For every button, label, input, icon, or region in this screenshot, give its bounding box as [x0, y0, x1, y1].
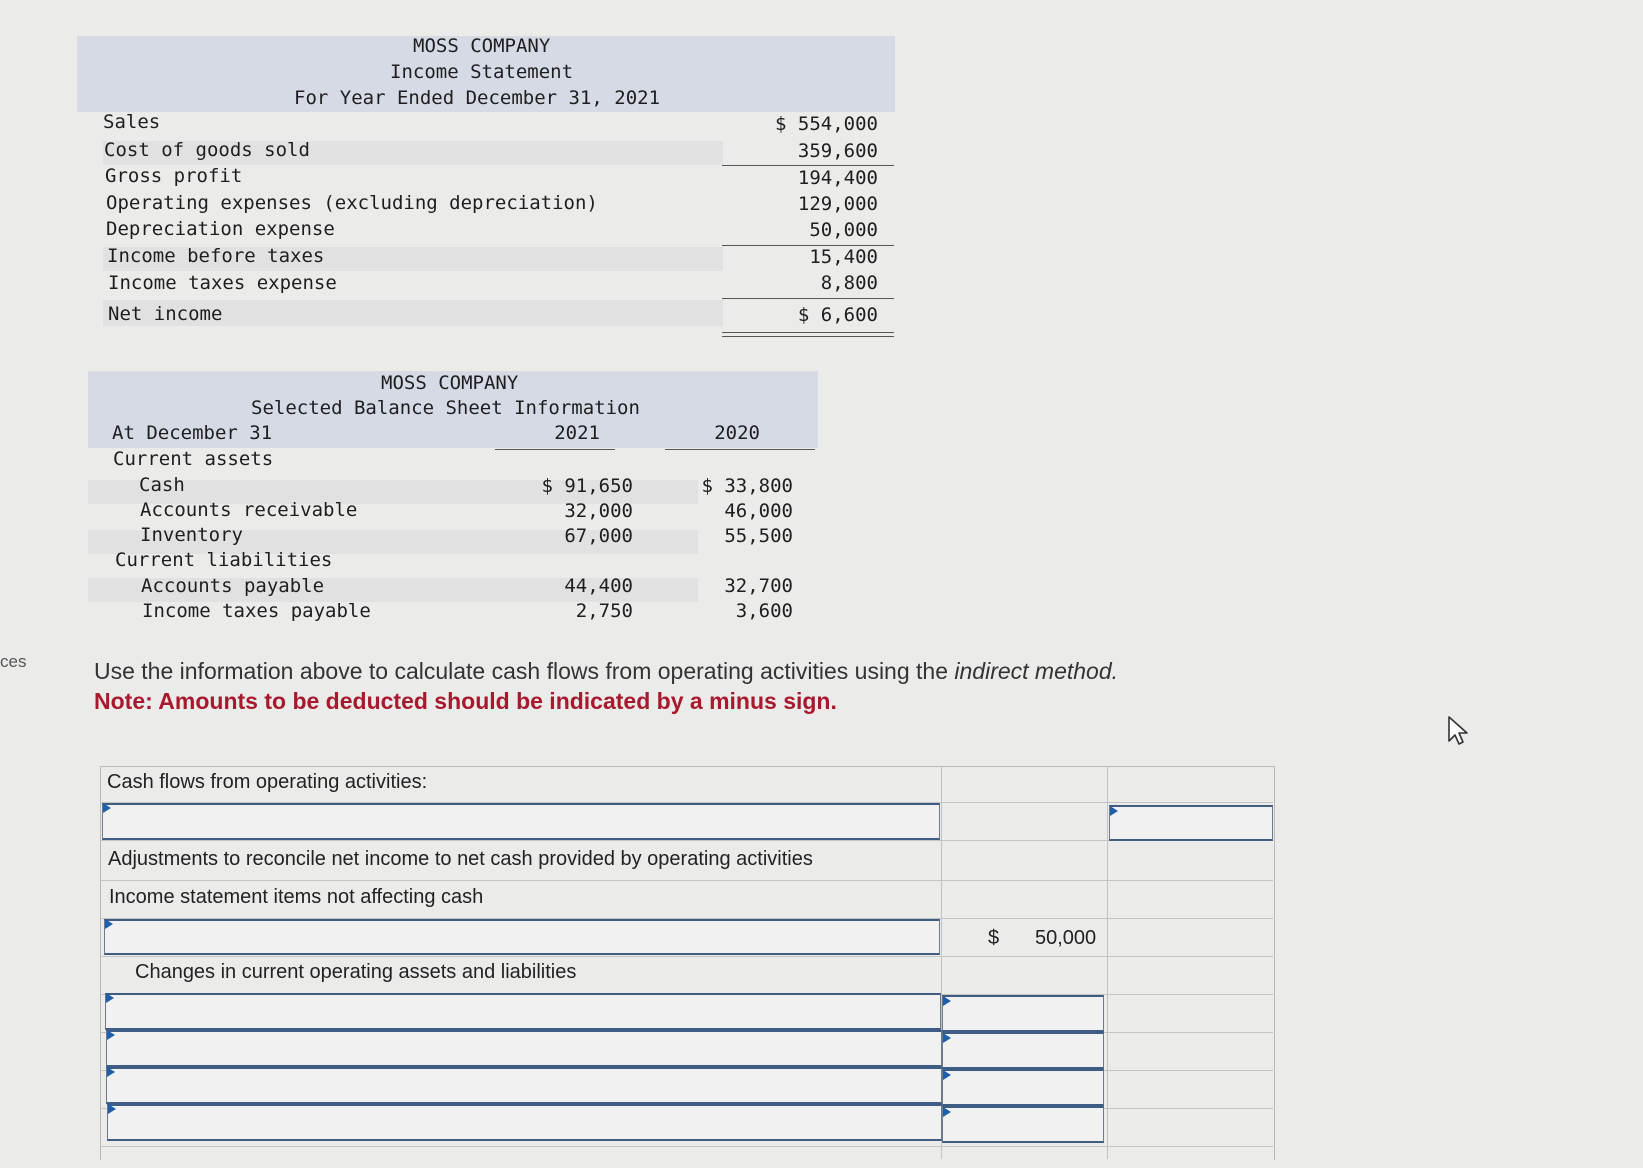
dropdown-marker-icon — [943, 1033, 951, 1043]
income-row-label: Cost of goods sold — [104, 139, 310, 161]
dropdown-marker-icon — [103, 803, 111, 813]
balance-row-label: Cash — [139, 474, 185, 496]
worksheet-header: Cash flows from operating activities: — [107, 771, 428, 793]
change-amount-input-4[interactable] — [942, 1106, 1104, 1143]
income-row-value: 50,000 — [809, 219, 878, 241]
balance-row-2021: 32,000 — [564, 500, 633, 522]
currency-symbol: $ — [988, 927, 1000, 949]
balance-row-2020: 3,600 — [735, 600, 793, 622]
income-row-value: 359,600 — [797, 140, 878, 162]
dropdown-marker-icon — [108, 1104, 116, 1114]
dropdown-marker-icon — [943, 1107, 951, 1117]
balance-row-label: Inventory — [140, 524, 243, 546]
dropdown-marker-icon — [107, 1030, 115, 1040]
prefilled-amount: 50,000 — [1035, 927, 1097, 949]
instructions-text — [94, 658, 1118, 685]
income-row-value: 8,800 — [820, 272, 878, 294]
balance-col-label: At December 31 — [112, 422, 273, 444]
change-amount-input-3[interactable] — [942, 1069, 1104, 1106]
change-amount-input-2[interactable] — [942, 1032, 1104, 1069]
balance-row-2020: 55,500 — [724, 525, 793, 547]
current-liabilities-heading: Current liabilities — [115, 549, 333, 571]
balance-row-2020: 46,000 — [724, 500, 793, 522]
changes-label: Changes in current operating assets and liabilities — [135, 961, 577, 983]
income-row-value: $ 554,000 — [775, 113, 878, 135]
mouse-cursor-icon — [1447, 715, 1473, 752]
dropdown-marker-icon — [107, 1067, 115, 1077]
subtotal-underline — [722, 165, 894, 166]
subtotal-underline — [722, 245, 894, 246]
balance-sheet-title: Selected Balance Sheet Information — [251, 397, 640, 419]
balance-col-2020: 2020 — [714, 422, 760, 444]
dropdown-marker-icon — [106, 993, 114, 1003]
change-item-select-2[interactable] — [106, 1030, 942, 1067]
instructions-note: Note: Amounts to be deducted should be indicated by a minus sign. — [94, 688, 837, 714]
current-assets-heading: Current assets — [113, 448, 274, 470]
subtotal-underline — [722, 298, 894, 299]
balance-row-label: Accounts payable — [141, 575, 325, 597]
dropdown-marker-icon — [105, 919, 113, 929]
balance-company-name: MOSS COMPANY — [381, 372, 519, 394]
income-statement-period: For Year Ended December 31, 2021 — [294, 87, 661, 109]
income-row-label: Depreciation expense — [106, 218, 335, 240]
dropdown-marker-icon — [943, 996, 951, 1006]
adjustments-label: Adjustments to reconcile net income to net cash provided by operating activities — [108, 848, 813, 870]
income-row-value: $ 6,600 — [797, 304, 878, 326]
balance-row-2021: $ 91,650 — [541, 475, 633, 497]
income-row-label: Income before taxes — [107, 245, 325, 267]
income-company-name: MOSS COMPANY — [413, 35, 551, 57]
income-row-value: 194,400 — [797, 167, 878, 189]
income-statement-title: Income Statement — [390, 61, 574, 83]
not-affecting-cash-label: Income statement items not affecting cash — [109, 886, 484, 908]
dropdown-marker-icon — [943, 1070, 951, 1080]
change-item-select-4[interactable] — [107, 1104, 942, 1141]
balance-row-label: Income taxes payable — [142, 600, 371, 622]
net-income-amount-input[interactable] — [1109, 805, 1273, 841]
income-row-label: Operating expenses (excluding depreciation) — [106, 192, 598, 214]
income-row-label: Sales — [103, 111, 161, 133]
net-income-label-select[interactable] — [102, 803, 940, 840]
income-row-value: 129,000 — [797, 193, 878, 215]
balance-row-2020: $ 33,800 — [701, 475, 793, 497]
change-item-select-3[interactable] — [106, 1067, 942, 1104]
instructions-prefix: Use the information above to calculate cash flows from operating activities using the — [94, 658, 955, 684]
balance-row-2021: 44,400 — [564, 575, 633, 597]
income-row-label: Gross profit — [105, 165, 243, 187]
income-row-label: Net income — [108, 303, 223, 325]
side-tab-label[interactable]: ces — [0, 652, 27, 671]
change-amount-input-1[interactable] — [942, 995, 1104, 1032]
change-item-select-1[interactable] — [105, 993, 941, 1030]
balance-row-2021: 67,000 — [564, 525, 633, 547]
income-row-label: Income taxes expense — [108, 272, 337, 294]
total-double-underline — [722, 332, 894, 337]
dropdown-marker-icon — [1110, 806, 1118, 816]
balance-col-2021: 2021 — [554, 422, 600, 444]
income-row-value: 15,400 — [809, 246, 878, 268]
noncash-item-select[interactable] — [104, 919, 940, 955]
balance-row-label: Accounts receivable — [140, 499, 358, 521]
instructions-emphasis: indirect method. — [954, 658, 1119, 684]
balance-row-2021: 2,750 — [575, 600, 633, 622]
balance-row-2020: 32,700 — [724, 575, 793, 597]
